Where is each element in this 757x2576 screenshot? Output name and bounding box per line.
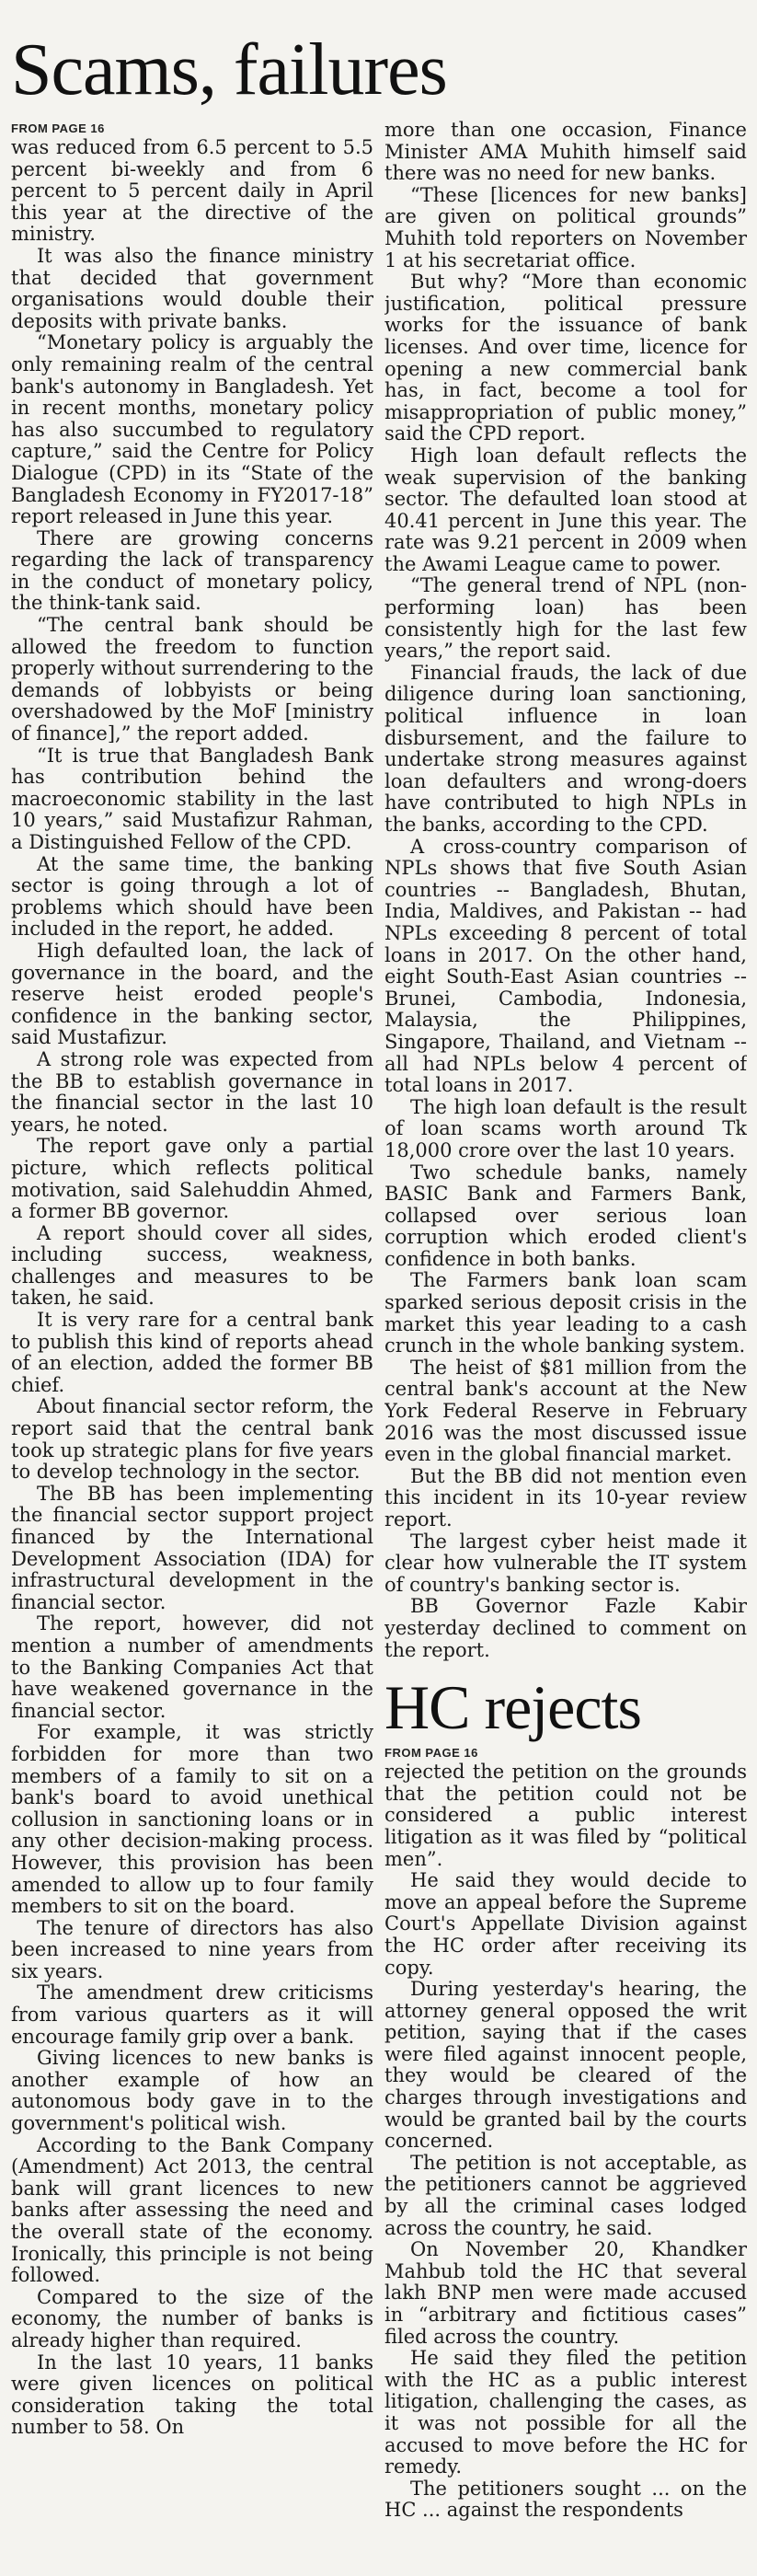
article-body [11, 137, 373, 2439]
paragraph: A cross-country comparison of NPLs shows that five South Asian countries -- Bangladesh, Bhutan, India, Maldives, and Pakistan -- had NPLs exceeding 8 percent of total loans in 2017. On the other hand, eight South-East Asian countries -- Brunei, Cambodia, Indonesia, Malaysia, the Philippines, Singapore, Thailand, and Vietnam -- all had NPLs below 4 percent of total loans in 2017. [384, 835, 747, 1097]
paragraph: About financial sector reform, the report said that the central bank took up strategic plans for five years to develop technology in the sector. [11, 1395, 373, 1484]
paragraph: He said they would decide to move an appeal before the Supreme Court's Appellate Division against the HC order after receiving its copy. [384, 1869, 747, 1979]
paragraph: It is very rare for a central bank to publish this kind of reports ahead of an election, added the former BB chief. [11, 1309, 373, 1396]
hc-rejects-dateline: FROM PAGE 16 [384, 1746, 478, 1761]
paragraph: was reduced from 6.5 percent to 5.5 percent bi-weekly and from 6 percent to 5 percent daily in April this year at the directive of the ministry. [11, 136, 373, 246]
paragraph: The report gave only a partial picture, which reflects political motivation, said Salehuddin Ahmed, a former BB governor. [11, 1135, 373, 1223]
paragraph: Financial frauds, the lack of due diligence during loan sanctioning, political influence in loan disbursement, and the failure to undertake strong measures against loan defaulters and wrong-doers have contributed to high NPLs in the banks, according to the CPD. [384, 661, 747, 836]
article-scams-right-column [384, 120, 747, 2576]
paragraph: But the BB did not mention even this incident in its 10-year review report. [384, 1464, 747, 1531]
paragraph: “The central bank should be allowed the freedom to function properly without surrendering to the demands of lobbyists or being overshadowed by the MoF [ministry of finance],” the report added. [11, 614, 373, 745]
paragraph: Two schedule banks, namely BASIC Bank and Farmers Bank, collapsed over serious loan corruption which eroded client's confidence in both banks. [384, 1161, 747, 1270]
hc-rejects-body [384, 1762, 747, 2522]
hc-rejects-headline: HC rejects [384, 1672, 641, 1743]
paragraph: There are growing concerns regarding the lack of transparency in the conduct of monetary policy, the think-tank said. [11, 526, 373, 615]
paragraph: more than one occasion, Finance Minister AMA Muhith himself said there was no need for new banks. [384, 120, 747, 185]
paragraph: At the same time, the banking sector is going through a lot of problems which should have been included in the report, he added. [11, 852, 373, 941]
paragraph: But why? “More than economic justification, political pressure works for the issuance of bank licenses. And over time, licence for opening a new commercial bank has, in fact, become a tool for misappropriation of public money,” said the CPD report. [384, 271, 747, 445]
paragraph: Giving licences to new banks is another example of how an autonomous body gave in to the government's political wish. [11, 2047, 373, 2135]
paragraph: A report should cover all sides, including success, weakness, challenges and measures to be taken, he said. [11, 1221, 373, 1310]
paragraph: According to the Bank Company (Amendment) Act 2013, the central bank will grant licences to new banks after assessing the need and the overall state of the economy. Ironically, this principle is not being followed. [11, 2133, 373, 2287]
paragraph: The Farmers bank loan scam sparked serious deposit crisis in the market this year leading to a cash crunch in the whole banking system. [384, 1269, 747, 1357]
article-body-continued [384, 120, 747, 1661]
paragraph: On November 20, Khandker Mahbub told the HC that several lakh BNP men were made accused in “arbitrary and fictitious cases” filed across the country. [384, 2238, 747, 2348]
paragraph: The heist of $81 million from the central bank's account at the New York Federal Reserve in February 2016 was the most discussed issue even in the global financial market. [384, 1356, 747, 1466]
paragraph: High loan default reflects the weak supervision of the banking sector. The defaulted loan stood at 40.41 percent in June this year. The rate was 9.21 percent in 2009 when the Awami League came to power. [384, 444, 747, 575]
paragraph: The amendment drew criticisms from various quarters as it will encourage family grip over a bank. [11, 1981, 373, 2048]
paragraph: High defaulted loan, the lack of governance in the board, and the reserve heist eroded people's confidence in the banking sector, said Mustafizur. [11, 939, 373, 1049]
paragraph: rejected the petition on the grounds that the petition could not be considered a public interest litigation as it was filed by “political men”. [384, 1761, 747, 1870]
paragraph: A strong role was expected from the BB to establish governance in the financial sector in the last 10 years, he noted. [11, 1047, 373, 1136]
paragraph: BB Governor Fazle Kabir yesterday declined to comment on the report. [384, 1595, 747, 1661]
paragraph: Compared to the size of the economy, the number of banks is already higher than required. [11, 2285, 373, 2351]
headline: Scams, failures [11, 29, 447, 110]
paragraph: The petition is not acceptable, as the petitioners cannot be aggrieved by all the criminal cases lodged across the country, he said. [384, 2151, 747, 2239]
paragraph: For example, it was strictly forbidden for more than two members of a family to sit on a bank's board to avoid unethical collusion in sanctioning loans or in any other decision-making process. However, this provision has been amended to allow up to four family members to sit on the board. [11, 1721, 373, 1918]
paragraph: The petitioners sought ... on the HC ... against the respondents [384, 2477, 747, 2522]
article-scams-left-column [11, 120, 373, 2576]
paragraph: The report, however, did not mention a number of amendments to the Banking Companies Act that have weakened governance in the financial sector. [11, 1612, 373, 1722]
paragraph: The tenure of directors has also been increased to nine years from six years. [11, 1916, 373, 1982]
paragraph: He said they filed the petition with the HC as a public interest litigation, challenging the cases, as it was not possible for all the accused to move before the HC for remedy. [384, 2347, 747, 2478]
paragraph: “These [licences for new banks] are given on political grounds” Muhith told reporters on November 1 at his secretariat office. [384, 183, 747, 271]
paragraph: The high loan default is the result of loan scams worth around Tk 18,000 crore over the last 10 years. [384, 1095, 747, 1161]
paragraph: The BB has been implementing the financial sector support project financed by the International Development Association (IDA) for infrastructural development in the financial sector. [11, 1482, 373, 1613]
dateline: FROM PAGE 16 [11, 121, 105, 135]
paragraph: It was also the finance ministry that decided that government organisations would double their deposits with private banks. [11, 244, 373, 332]
paragraph: In the last 10 years, 11 banks were given licences on political consideration taking the total number to 58. On [11, 2351, 373, 2439]
paragraph: “It is true that Bangladesh Bank has contribution behind the macroeconomic stability in the last 10 years,” said Mustafizur Rahman, a Distinguished Fellow of the CPD. [11, 744, 373, 853]
paragraph: “Monetary policy is arguably the only remaining realm of the central bank's autonomy in Bangladesh. Yet in recent months, monetary policy has also succumbed to regulatory capture,” said the Centre for Policy Dialogue (CPD) in its “State of the Bangladesh Economy in FY2017-18” report released in June this year. [11, 331, 373, 528]
paragraph: The largest cyber heist made it clear how vulnerable the IT system of country's banking sector is. [384, 1530, 747, 1596]
paragraph: During yesterday's hearing, the attorney general opposed the writ petition, saying that if the cases were filed against innocent people, they would be cleared of the charges through investigations and would be granted bail by the courts concerned. [384, 1978, 747, 2153]
paragraph: “The general trend of NPL (non-performing loan) has been consistently high for the last few years,” the report said. [384, 574, 747, 663]
